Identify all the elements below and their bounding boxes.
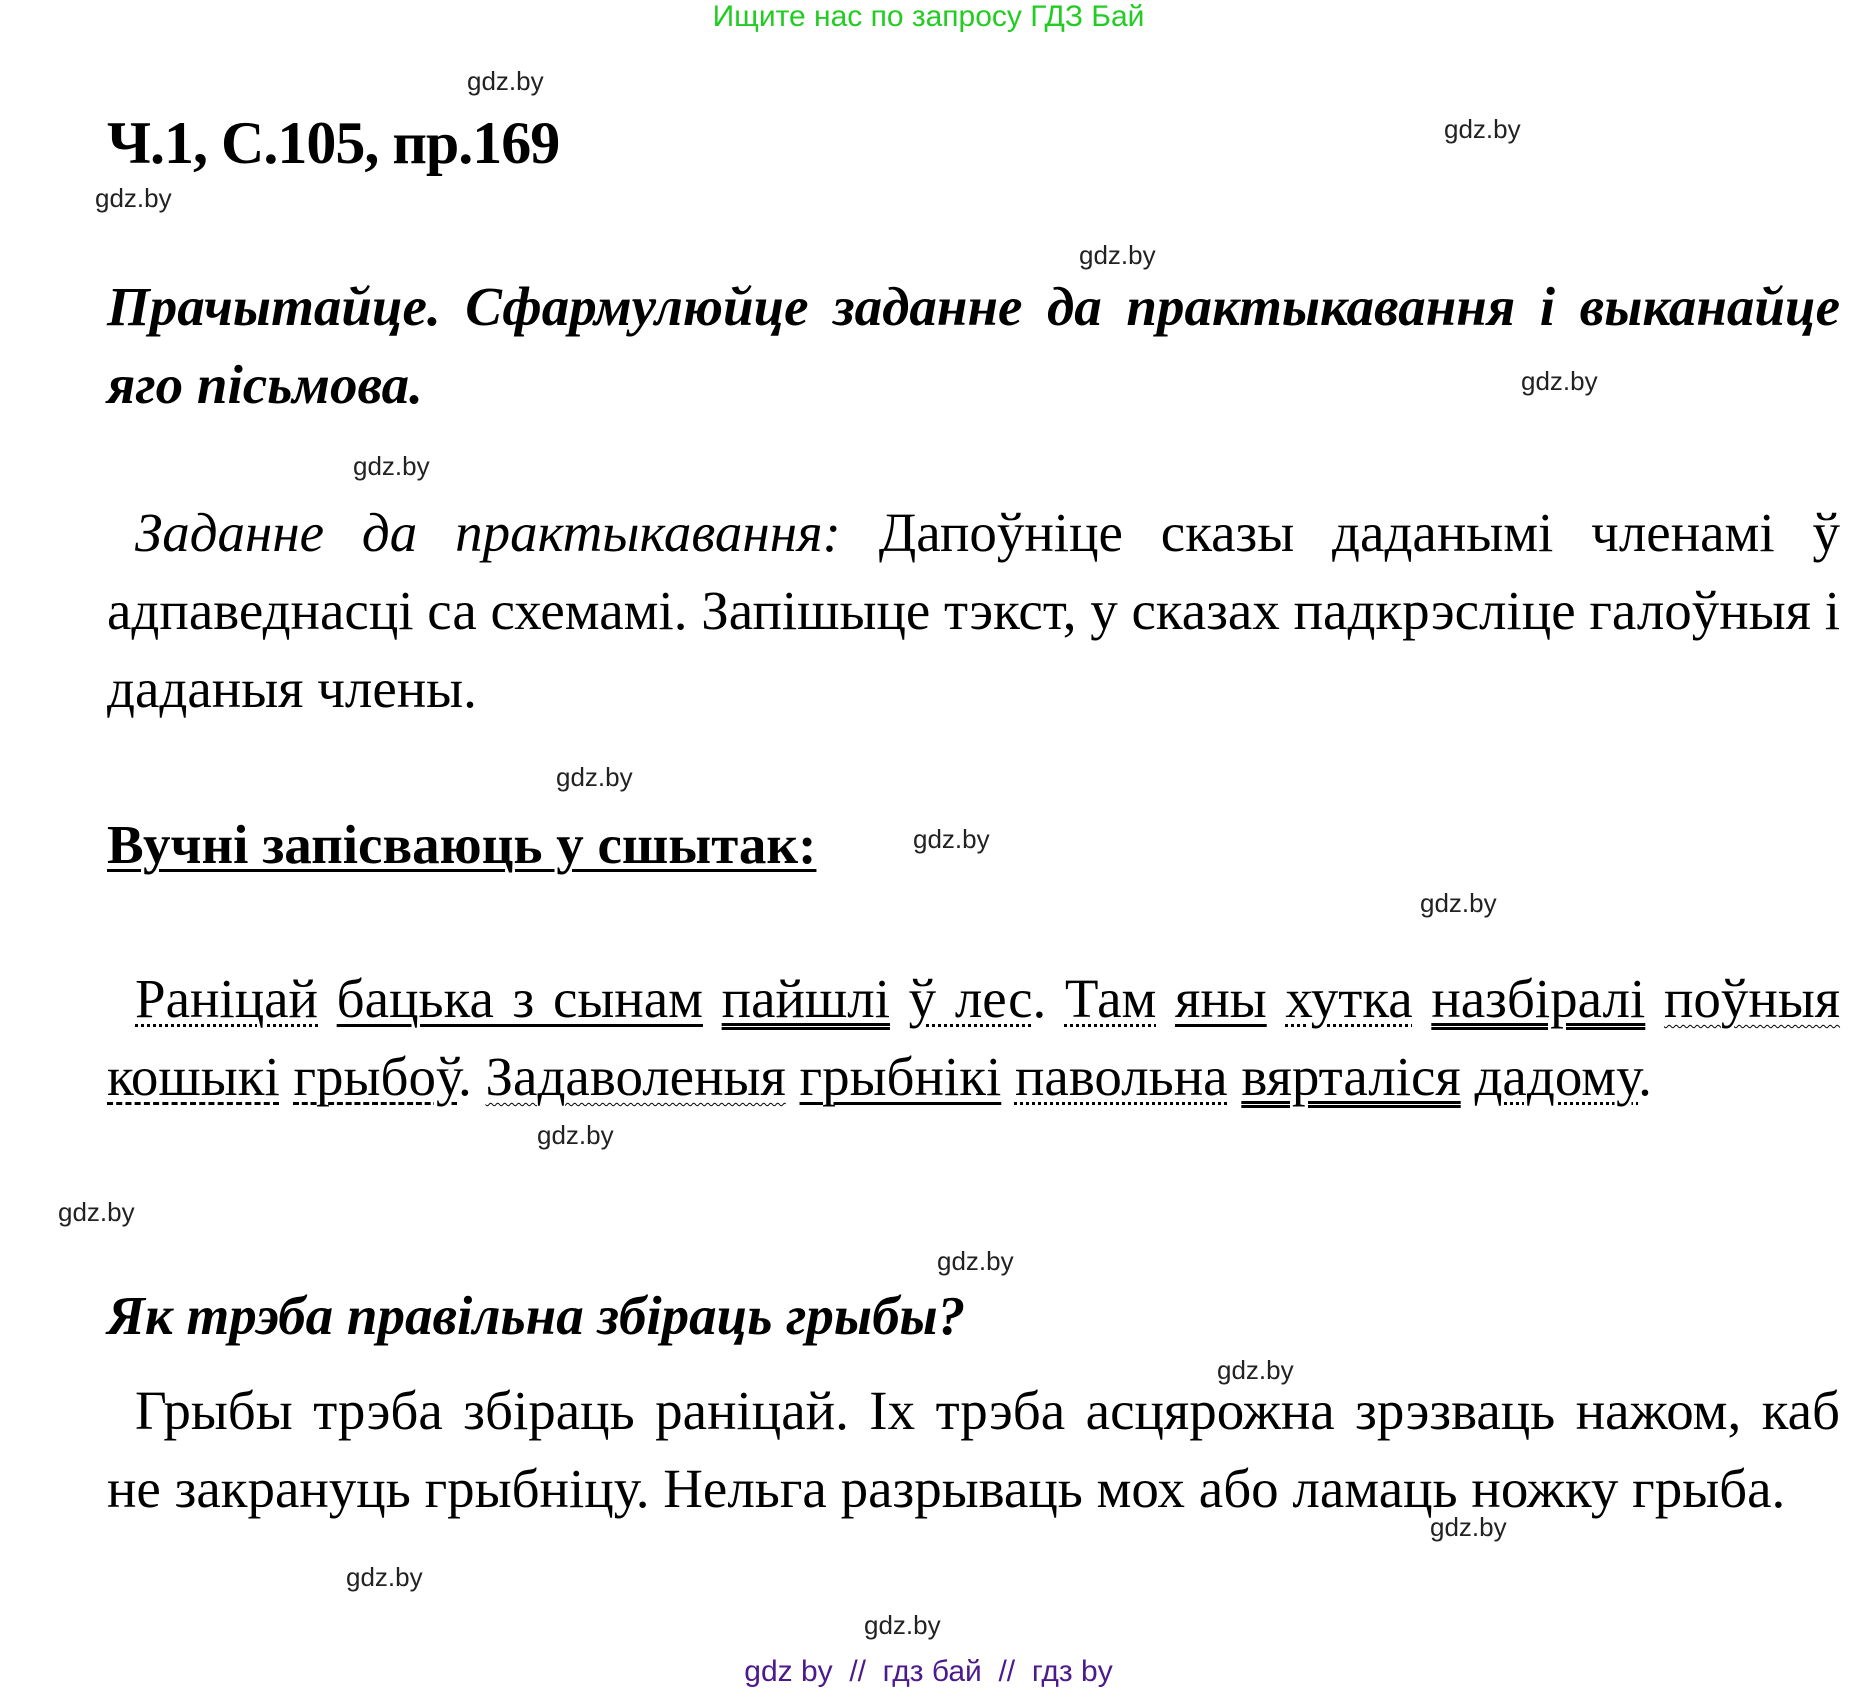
- answer-sentences: Раніцай бацька з сынам пайшлі ў лес. Там яны хутка назбіралі поўныя кошыкі грыбоў. Задаволеныя грыбнікі павольна вярталіся дадому.: [107, 968, 1841, 1107]
- exercise-instruction: [107, 494, 1840, 728]
- watermark: gdz.by: [1444, 114, 1521, 144]
- sentence-member-solid: бацька з сынам: [336, 968, 703, 1029]
- search-banner: Ищите нас по запросу ГДЗ Бай: [712, 0, 1145, 33]
- watermark: gdz.by: [1217, 1355, 1294, 1385]
- watermark: gdz.by: [346, 1562, 423, 1592]
- watermark: gdz.by: [864, 1610, 941, 1640]
- exercise-task: Прачытайце. Сфармулюйце заданне да практыкавання і выканайце яго пісьмова.: [107, 276, 1840, 415]
- watermark: gdz.by: [353, 451, 430, 481]
- sentence-member-dashed: грыбоў: [293, 1046, 458, 1107]
- question-heading: Як трэба правільна збіраць грыбы?: [107, 1285, 966, 1346]
- answer-text: [107, 960, 1840, 1116]
- sentence-member-double: вярталіся: [1241, 1046, 1461, 1107]
- sentence-member-dashed: кошыкі: [107, 1046, 280, 1107]
- sentence-member-dashdot: Раніцай: [135, 968, 318, 1029]
- sentence-member-wavy: Задаволеныя: [485, 1046, 786, 1107]
- watermark: gdz.by: [937, 1246, 1014, 1276]
- watermark: gdz.by: [1079, 240, 1156, 270]
- watermark: gdz.by: [95, 183, 172, 213]
- sentence-member-dashdot: павольна: [1014, 1046, 1228, 1107]
- watermark: gdz.by: [913, 824, 990, 854]
- sentence-member-wavy: поўныя: [1663, 968, 1841, 1029]
- watermark: gdz.by: [58, 1197, 135, 1227]
- watermark: gdz.by: [537, 1120, 614, 1150]
- footer-links: gdz by // гдз бай // гдз by: [744, 1655, 1113, 1688]
- instruction-label: Заданне да практыкавання:: [135, 502, 841, 563]
- watermark: gdz.by: [467, 66, 544, 96]
- sentence-member-double: назбіралі: [1431, 968, 1646, 1029]
- question-answer-text: Грыбы трэба збіраць раніцай. Іх трэба асцярожна зрэзваць нажом, каб не закрануць грыбніцу. Нельга разрываць мох або ламаць ножку грыба.: [107, 1380, 1840, 1519]
- watermark: gdz.by: [1420, 888, 1497, 918]
- instruction-text: Дапоўніце сказы даданымі членамі ў адпаведнасці са схемамі. Запішыце тэкст, у сказах падкрэсліце галоўныя і даданыя члены.: [107, 502, 1840, 719]
- sentence-member-solid: грыбнікі: [799, 1046, 1002, 1107]
- sentence-member-double: пайшлі: [721, 968, 890, 1029]
- watermark: gdz.by: [1521, 366, 1598, 396]
- sentence-member-dashdot: ў лес: [908, 968, 1033, 1029]
- page-title: Ч.1, С.105, пр.169: [107, 110, 560, 176]
- question-answer: [107, 1372, 1840, 1528]
- sentence-member-dashdot: Там: [1064, 968, 1157, 1029]
- notebook-subheading: Вучні запісваюць у сшытак:: [107, 814, 817, 875]
- sentence-member-dashdot: дадому: [1474, 1046, 1639, 1107]
- sentence-member-dashdot: хутка: [1285, 968, 1413, 1029]
- watermark: gdz.by: [556, 762, 633, 792]
- sentence-member-solid: яны: [1175, 968, 1267, 1029]
- watermark: gdz.by: [1430, 1512, 1507, 1542]
